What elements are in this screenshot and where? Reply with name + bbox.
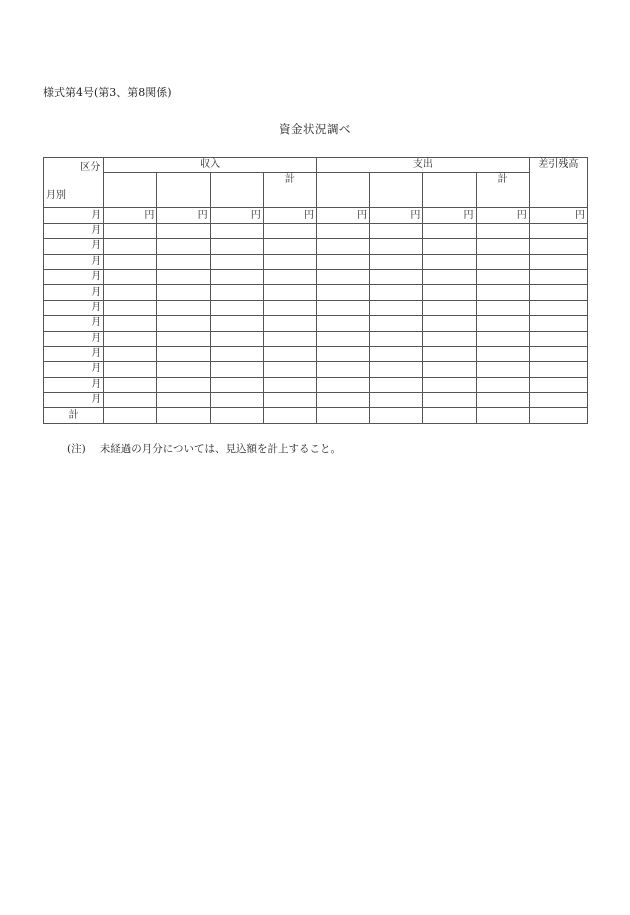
table-cell bbox=[210, 223, 263, 238]
table-cell bbox=[423, 393, 476, 408]
table-cell bbox=[370, 223, 423, 238]
expense-header: 支出 bbox=[316, 158, 529, 173]
month-row bbox=[44, 223, 588, 238]
month-cell: 月 bbox=[44, 223, 104, 238]
table-cell bbox=[316, 223, 369, 238]
expense-col-1 bbox=[316, 173, 369, 208]
table-cell bbox=[529, 223, 587, 238]
table-cell bbox=[529, 377, 587, 392]
table-cell bbox=[529, 316, 587, 331]
month-cell: 月 bbox=[44, 239, 104, 254]
grand-total-label: 計 bbox=[44, 408, 104, 423]
table-cell bbox=[104, 285, 157, 300]
table-cell bbox=[263, 362, 316, 377]
table-cell bbox=[316, 393, 369, 408]
yen-unit: 円 bbox=[370, 208, 423, 223]
month-row bbox=[44, 269, 588, 284]
form-id: 様式第4号(第3、第8関係) bbox=[43, 86, 172, 99]
table-cell bbox=[157, 285, 210, 300]
table-cell bbox=[104, 254, 157, 269]
table-cell bbox=[370, 331, 423, 346]
month-row bbox=[44, 300, 588, 315]
table-cell bbox=[316, 269, 369, 284]
table-cell bbox=[423, 269, 476, 284]
table-cell bbox=[316, 285, 369, 300]
table-cell bbox=[316, 331, 369, 346]
table-cell bbox=[316, 346, 369, 361]
expense-col-2 bbox=[370, 173, 423, 208]
table-cell bbox=[370, 254, 423, 269]
table-cell bbox=[104, 316, 157, 331]
yen-unit: 円 bbox=[529, 208, 587, 223]
table-cell bbox=[529, 300, 587, 315]
header-row-group bbox=[44, 158, 588, 173]
table-cell bbox=[263, 285, 316, 300]
table-cell bbox=[476, 285, 529, 300]
grand-total-row bbox=[44, 408, 588, 423]
table-cell bbox=[370, 346, 423, 361]
table-cell bbox=[210, 346, 263, 361]
table-cell bbox=[529, 362, 587, 377]
table-cell bbox=[104, 300, 157, 315]
table-cell bbox=[210, 393, 263, 408]
table-cell bbox=[476, 377, 529, 392]
yen-unit: 円 bbox=[263, 208, 316, 223]
table-cell bbox=[316, 300, 369, 315]
table-cell bbox=[104, 408, 157, 423]
table-cell bbox=[529, 254, 587, 269]
table-cell bbox=[263, 393, 316, 408]
table-cell bbox=[210, 316, 263, 331]
table-cell bbox=[529, 331, 587, 346]
month-row bbox=[44, 316, 588, 331]
corner-cell bbox=[44, 158, 104, 208]
month-cell: 月 bbox=[44, 331, 104, 346]
table-cell bbox=[263, 408, 316, 423]
month-cell: 月 bbox=[44, 285, 104, 300]
table-cell bbox=[529, 239, 587, 254]
footnote-mark: (注) bbox=[67, 443, 86, 455]
yen-unit: 円 bbox=[157, 208, 210, 223]
balance-header: 差引残高 bbox=[529, 158, 587, 208]
table-cell bbox=[476, 223, 529, 238]
table-cell bbox=[316, 254, 369, 269]
table-cell bbox=[157, 269, 210, 284]
table-cell bbox=[370, 285, 423, 300]
table-cell bbox=[104, 377, 157, 392]
month-cell: 月 bbox=[44, 254, 104, 269]
table-cell bbox=[104, 346, 157, 361]
table-cell bbox=[104, 362, 157, 377]
yen-unit: 円 bbox=[423, 208, 476, 223]
table-cell bbox=[210, 285, 263, 300]
table-cell bbox=[529, 346, 587, 361]
table-cell bbox=[263, 346, 316, 361]
yen-unit: 円 bbox=[316, 208, 369, 223]
table-cell bbox=[370, 393, 423, 408]
table-cell bbox=[370, 362, 423, 377]
table-cell bbox=[529, 285, 587, 300]
table-cell bbox=[210, 239, 263, 254]
table-cell bbox=[423, 239, 476, 254]
yen-unit: 円 bbox=[210, 208, 263, 223]
table-cell bbox=[423, 223, 476, 238]
yen-unit: 円 bbox=[104, 208, 157, 223]
month-cell: 月 bbox=[44, 362, 104, 377]
table-cell bbox=[316, 316, 369, 331]
table-cell bbox=[370, 300, 423, 315]
expense-total-header: 計 bbox=[476, 173, 529, 208]
table-cell bbox=[210, 269, 263, 284]
month-row bbox=[44, 331, 588, 346]
table-cell bbox=[104, 331, 157, 346]
table-cell bbox=[423, 316, 476, 331]
table-cell bbox=[476, 254, 529, 269]
table-cell bbox=[529, 408, 587, 423]
table-cell bbox=[210, 254, 263, 269]
table-cell bbox=[370, 316, 423, 331]
income-total-header: 計 bbox=[263, 173, 316, 208]
table-cell bbox=[476, 346, 529, 361]
table-cell bbox=[263, 239, 316, 254]
table-cell bbox=[370, 239, 423, 254]
table-cell bbox=[370, 269, 423, 284]
table-cell bbox=[476, 331, 529, 346]
table-cell bbox=[210, 362, 263, 377]
month-row bbox=[44, 362, 588, 377]
month-cell: 月 bbox=[44, 300, 104, 315]
table-cell bbox=[370, 377, 423, 392]
month-cell: 月 bbox=[44, 346, 104, 361]
month-cell: 月 bbox=[44, 393, 104, 408]
month-row bbox=[44, 254, 588, 269]
table-cell bbox=[316, 239, 369, 254]
table-cell bbox=[157, 346, 210, 361]
month-row bbox=[44, 239, 588, 254]
table-cell bbox=[263, 316, 316, 331]
table-cell bbox=[263, 254, 316, 269]
month-cell: 月 bbox=[44, 208, 104, 223]
month-cell: 月 bbox=[44, 316, 104, 331]
table-cell bbox=[529, 393, 587, 408]
table-cell bbox=[263, 269, 316, 284]
table-cell bbox=[423, 346, 476, 361]
table-cell bbox=[263, 331, 316, 346]
expense-col-3 bbox=[423, 173, 476, 208]
table-cell bbox=[157, 239, 210, 254]
month-row bbox=[44, 346, 588, 361]
table-cell bbox=[104, 239, 157, 254]
table-cell bbox=[157, 223, 210, 238]
income-col-3 bbox=[210, 173, 263, 208]
table-cell bbox=[476, 393, 529, 408]
table-cell bbox=[423, 408, 476, 423]
table-cell bbox=[476, 300, 529, 315]
footnote-text: 未経過の月分については、見込額を計上すること。 bbox=[99, 443, 341, 455]
table-cell bbox=[476, 269, 529, 284]
month-row bbox=[44, 393, 588, 408]
table-cell bbox=[157, 362, 210, 377]
income-col-2 bbox=[157, 173, 210, 208]
table-cell bbox=[263, 377, 316, 392]
table-cell bbox=[263, 300, 316, 315]
table-cell bbox=[423, 377, 476, 392]
table-cell bbox=[157, 254, 210, 269]
table-cell bbox=[210, 377, 263, 392]
table-cell bbox=[423, 254, 476, 269]
table-cell bbox=[370, 408, 423, 423]
table-cell bbox=[423, 300, 476, 315]
fund-status-table bbox=[43, 157, 588, 424]
table-cell bbox=[423, 362, 476, 377]
month-cell: 月 bbox=[44, 377, 104, 392]
income-header: 収入 bbox=[104, 158, 317, 173]
yen-unit: 円 bbox=[476, 208, 529, 223]
table-cell bbox=[157, 300, 210, 315]
corner-label-kubun: 区分 bbox=[80, 162, 101, 173]
table-cell bbox=[157, 377, 210, 392]
month-row bbox=[44, 377, 588, 392]
month-cell: 月 bbox=[44, 269, 104, 284]
footnote bbox=[67, 441, 341, 456]
table-cell bbox=[210, 408, 263, 423]
table-cell bbox=[263, 223, 316, 238]
income-col-1 bbox=[104, 173, 157, 208]
table-cell bbox=[476, 239, 529, 254]
table-cell bbox=[423, 285, 476, 300]
table-cell bbox=[476, 408, 529, 423]
table-cell bbox=[423, 331, 476, 346]
table-cell bbox=[157, 393, 210, 408]
table-cell bbox=[104, 223, 157, 238]
table-cell bbox=[104, 269, 157, 284]
table-cell bbox=[157, 408, 210, 423]
table-cell bbox=[476, 316, 529, 331]
header-row-sub bbox=[44, 173, 588, 208]
month-row bbox=[44, 285, 588, 300]
table-cell bbox=[316, 362, 369, 377]
table-cell bbox=[316, 408, 369, 423]
table-cell bbox=[157, 331, 210, 346]
corner-label-month: 月別 bbox=[46, 190, 66, 202]
table-cell bbox=[529, 269, 587, 284]
table-cell bbox=[210, 331, 263, 346]
unit-row bbox=[44, 208, 588, 223]
table-cell bbox=[104, 393, 157, 408]
table-cell bbox=[157, 316, 210, 331]
document-title: 資金状況調べ bbox=[279, 122, 351, 136]
table-cell bbox=[210, 300, 263, 315]
table-cell bbox=[476, 362, 529, 377]
table-cell bbox=[316, 377, 369, 392]
